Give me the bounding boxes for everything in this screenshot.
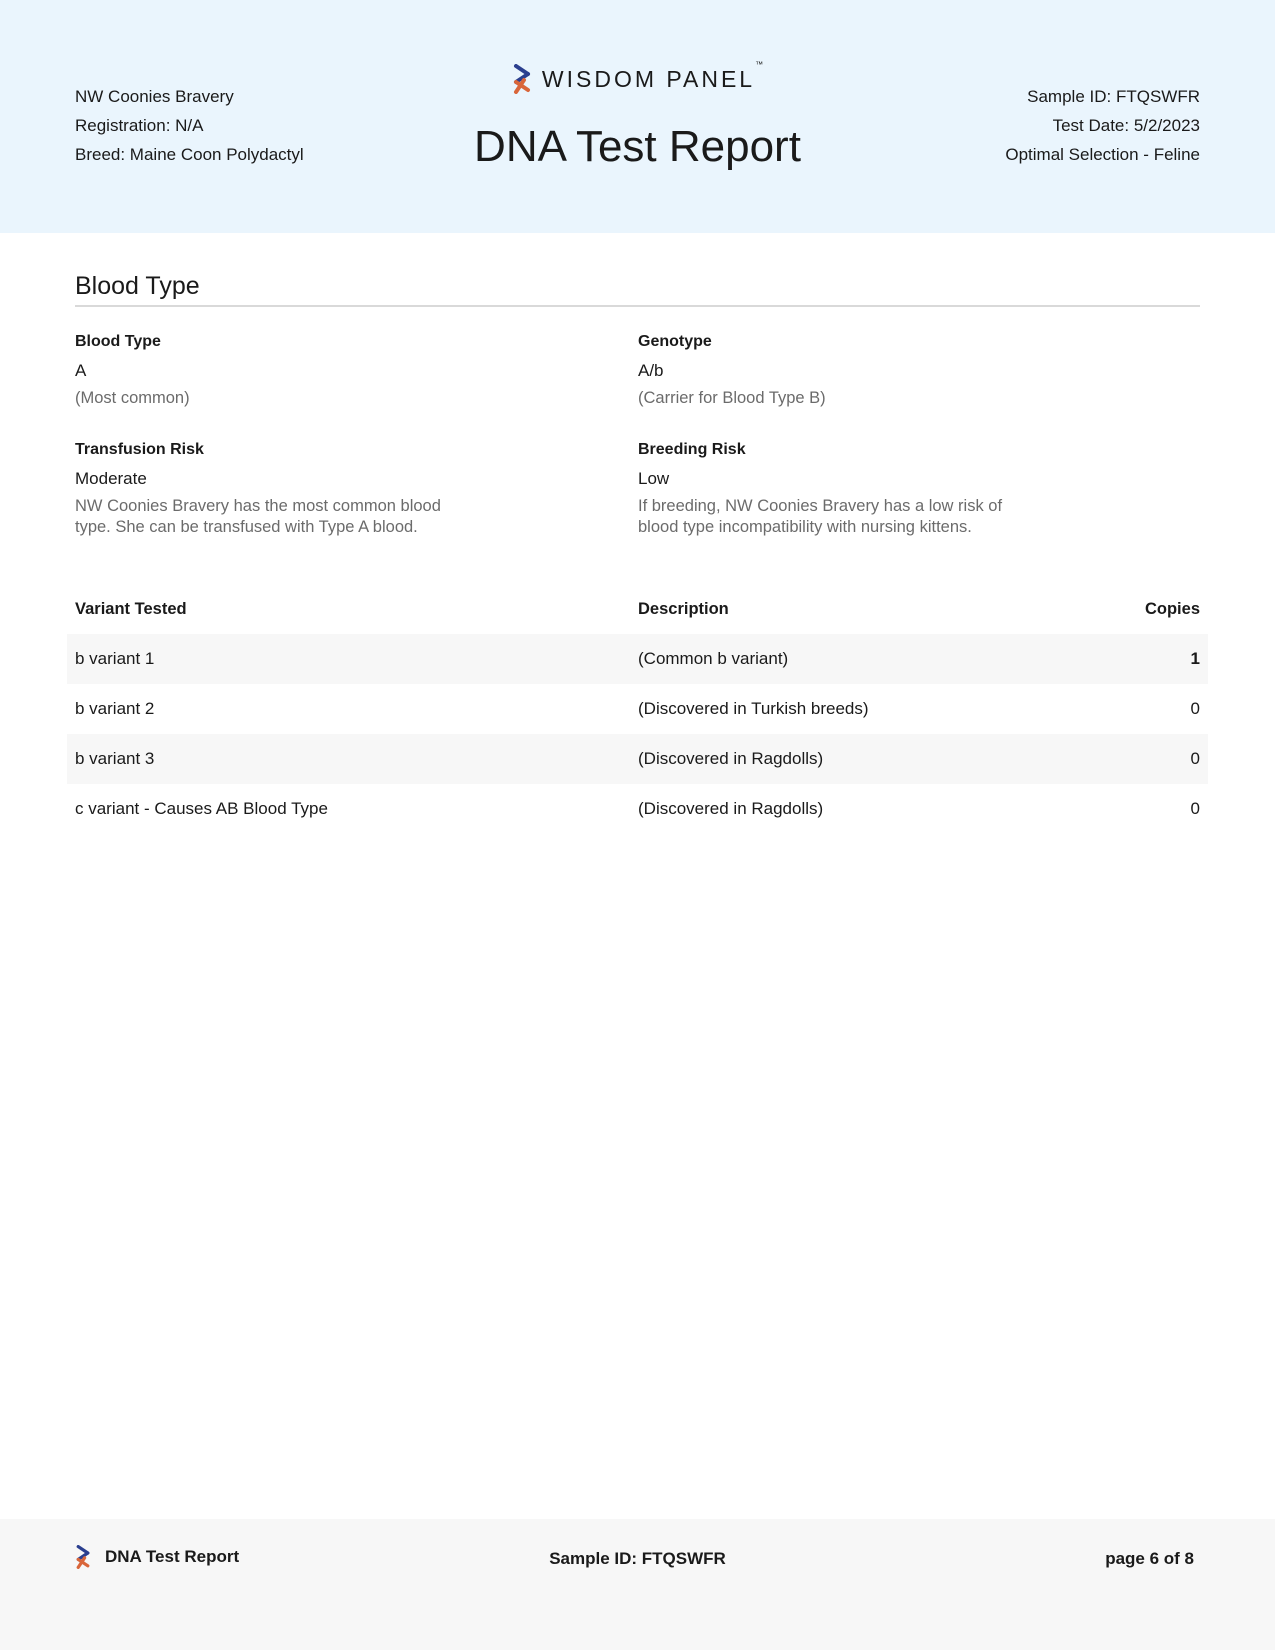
report-header: [0, 0, 1275, 233]
product-name: Optimal Selection - Feline: [1005, 145, 1200, 164]
genotype-note: (Carrier for Blood Type B): [638, 389, 826, 407]
variant-description: (Discovered in Turkish breeds): [638, 699, 869, 718]
table-row: [67, 734, 1208, 784]
breeding-risk-field: [638, 440, 1018, 538]
pet-name: NW Coonies Bravery: [75, 87, 234, 106]
genotype-value: A/b: [638, 361, 664, 380]
footer-title: DNA Test Report: [105, 1547, 240, 1566]
transfusion-risk-field: [75, 440, 455, 538]
brand-name: WISDOM PANEL™: [541, 59, 764, 92]
test-date: Test Date: 5/2/2023: [1052, 116, 1200, 135]
header-variant: Variant Tested: [75, 600, 187, 618]
breeding-risk-value: Low: [638, 469, 670, 488]
footer-sample-id: Sample ID: FTQSWFR: [549, 1549, 726, 1568]
blood-type-label: Blood Type: [75, 333, 161, 350]
transfusion-risk-note: NW Coonies Bravery has the most common blood type. She can be transfused with Type A blood.: [75, 497, 441, 536]
variant-name: b variant 1: [75, 649, 155, 668]
blood-type-value: A: [75, 361, 87, 380]
section-title: Blood Type: [75, 272, 1200, 307]
variant-description: (Common b variant): [638, 649, 789, 668]
variant-copies: 1: [1190, 649, 1200, 668]
variant-name: c variant - Causes AB Blood Type: [75, 799, 328, 818]
blood-type-note: (Most common): [75, 389, 190, 407]
breed: Breed: Maine Coon Polydactyl: [75, 145, 304, 164]
transfusion-risk-value: Moderate: [75, 469, 147, 488]
table-header: [67, 594, 1208, 634]
variants-table: [67, 594, 1208, 834]
blood-type-field: [75, 332, 455, 409]
table-row: [67, 684, 1208, 734]
header-description: Description: [638, 600, 729, 618]
breeding-risk-note: If breeding, NW Coonies Bravery has a low risk of blood type incompatibility with nursing kittens.: [638, 497, 1003, 536]
variant-name: b variant 3: [75, 749, 155, 768]
transfusion-risk-label: Transfusion Risk: [75, 441, 204, 458]
registration: Registration: N/A: [75, 116, 204, 135]
breeding-risk-label: Breeding Risk: [638, 441, 746, 458]
helix-logo-icon: [512, 64, 532, 94]
table-row: [67, 784, 1208, 834]
page-number: page 6 of 8: [1105, 1549, 1194, 1568]
genotype-label: Genotype: [638, 333, 712, 350]
table-row: [67, 634, 1208, 684]
header-copies: Copies: [1144, 600, 1200, 618]
variant-description: (Discovered in Ragdolls): [638, 749, 824, 768]
report-footer: [0, 1519, 1275, 1650]
variant-description: (Discovered in Ragdolls): [638, 799, 824, 818]
page-title: DNA Test Report: [474, 122, 801, 171]
brand-logo: [512, 59, 764, 96]
variant-copies: 0: [1190, 749, 1200, 768]
variant-copies: 0: [1190, 799, 1200, 818]
sample-info: [1005, 82, 1200, 169]
variant-copies: 0: [1190, 699, 1200, 718]
trademark: ™: [755, 59, 764, 69]
genotype-field: [638, 332, 1018, 409]
sample-id: Sample ID: FTQSWFR: [1027, 87, 1200, 106]
variant-name: b variant 2: [75, 699, 155, 718]
